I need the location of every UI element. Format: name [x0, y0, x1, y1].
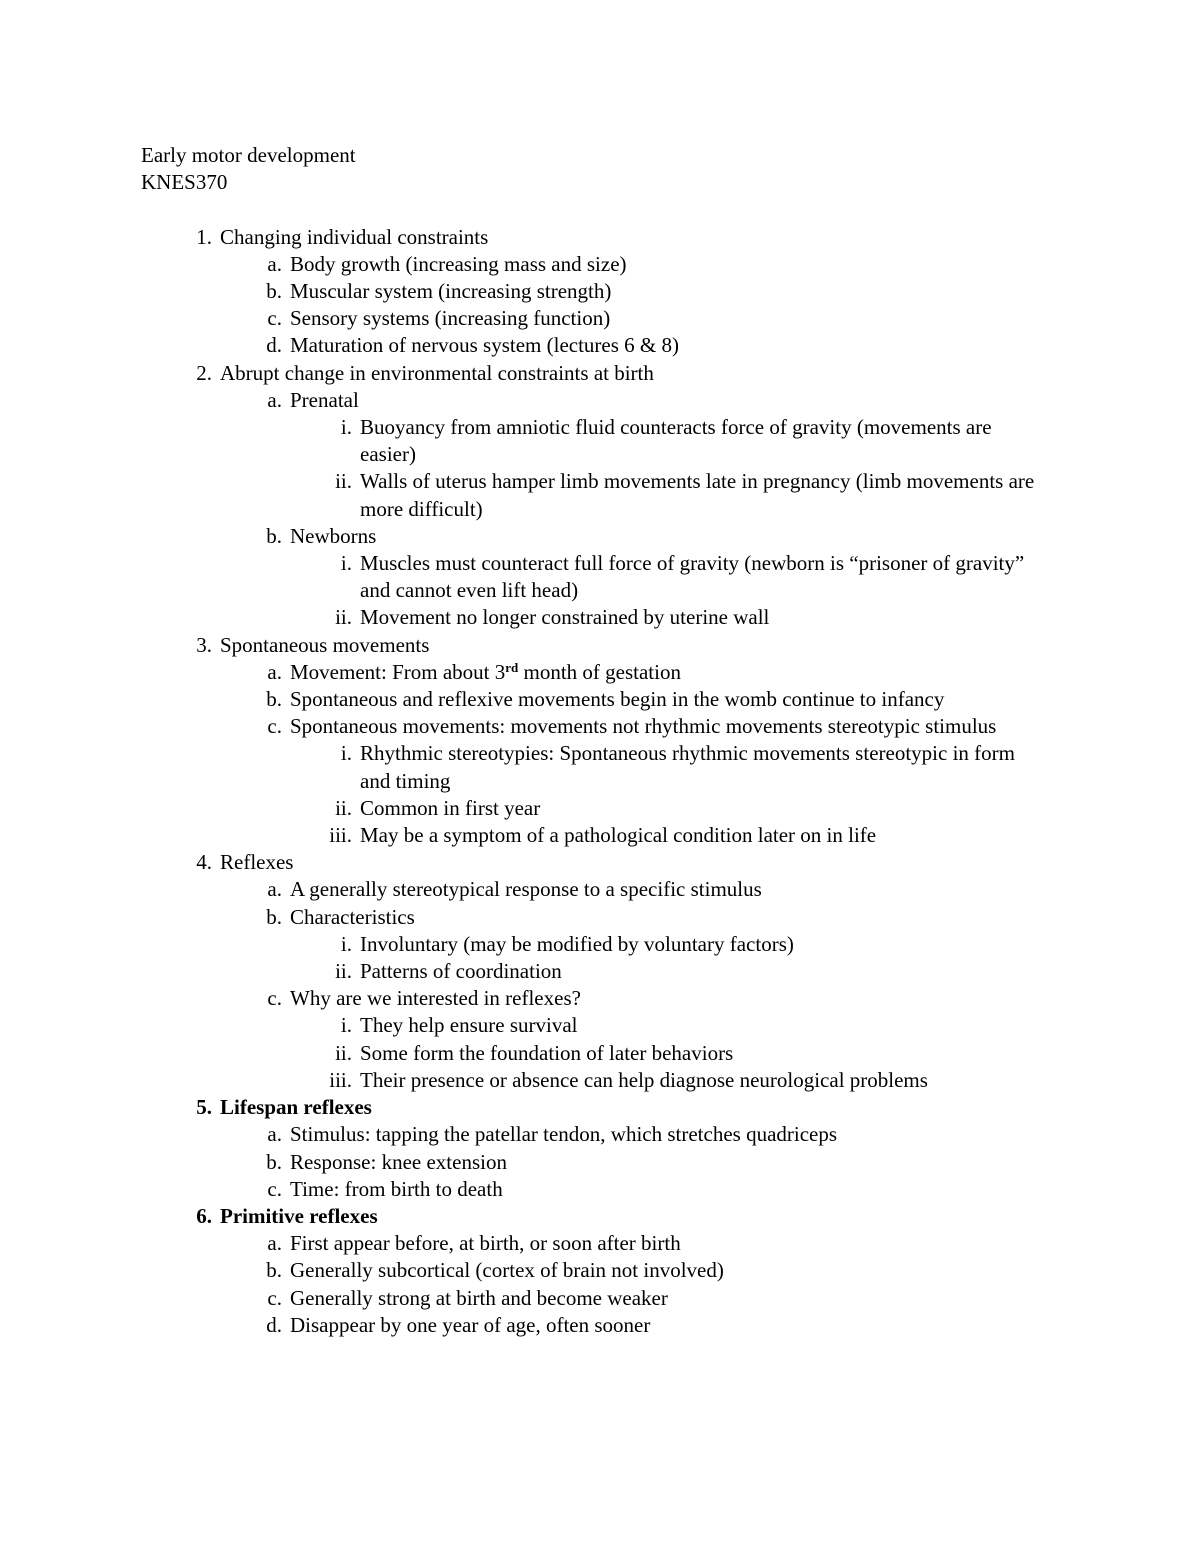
outline-item-level-2: [141, 1230, 1041, 1257]
list-item-text: Newborns: [290, 523, 377, 548]
list-marker: c.: [267, 1285, 282, 1310]
list-item-text: Changing individual constraints: [220, 224, 489, 249]
outline-item-level-2: [141, 1312, 1041, 1339]
outline-item-level-2: [141, 1149, 1041, 1176]
list-marker: i.: [340, 551, 352, 576]
outline-list: [141, 224, 1041, 1339]
outline-item-level-2: [141, 251, 1041, 278]
outline-item-level-2: [141, 713, 1041, 740]
list-item-text: Patterns of coordination: [360, 959, 562, 984]
list-item-text: Movement no longer constrained by uterine wall: [360, 605, 770, 630]
list-marker: i.: [340, 415, 352, 440]
list-item-text: Involuntary (may be modified by voluntary factors): [360, 931, 794, 956]
outline-item-level-2: [141, 1257, 1041, 1284]
list-item-text: First appear before, at birth, or soon after birth: [290, 1231, 681, 1256]
list-marker: c.: [267, 306, 282, 331]
list-item-text: Response: knee extension: [290, 1149, 507, 1174]
list-marker: a.: [267, 659, 282, 684]
list-item-text: Prenatal: [290, 387, 359, 412]
outline-item-level-3: [141, 931, 1041, 958]
list-item-text: Muscular system (increasing strength): [290, 279, 612, 303]
document-body: [141, 142, 1041, 1339]
outline-item-level-2: [141, 1121, 1041, 1148]
outline-item-level-2: [141, 985, 1041, 1012]
list-item-text: Disappear by one year of age, often sooner: [290, 1312, 651, 1337]
outline-item-level-1: [141, 224, 1041, 251]
outline-item-level-3: [141, 604, 1041, 631]
list-marker: 5.: [196, 1095, 212, 1120]
list-marker: c.: [267, 1176, 282, 1201]
list-item-text: Walls of uterus hamper limb movements late in pregnancy (limb movements are more difficult): [360, 469, 1035, 521]
list-marker: i.: [340, 1013, 352, 1038]
list-item-text: Maturation of nervous system (lectures 6 & 8): [290, 333, 679, 358]
text-segment: Movement: From about 3: [290, 659, 506, 684]
list-item-text: Reflexes: [220, 850, 294, 875]
list-marker: b.: [266, 904, 282, 929]
course-code: KNES370: [141, 170, 228, 195]
outline-item-level-3: [141, 468, 1041, 522]
list-marker: a.: [267, 251, 282, 276]
list-item-text: They help ensure survival: [360, 1013, 578, 1038]
list-marker: ii.: [335, 469, 352, 494]
list-marker: b.: [266, 1149, 282, 1174]
list-marker: c.: [267, 714, 282, 739]
list-marker: b.: [266, 687, 282, 712]
list-marker: 6.: [196, 1203, 212, 1228]
list-item-text: Buoyancy from amniotic fluid counteracts force of gravity (movements are easier): [360, 415, 992, 467]
list-marker: b.: [266, 279, 282, 303]
list-marker: a.: [267, 1122, 282, 1147]
list-marker: a.: [267, 387, 282, 412]
list-item-text: Their presence or absence can help diagnose neurological problems: [360, 1067, 928, 1092]
outline-item-level-2: [141, 523, 1041, 550]
list-item-text: Some form the foundation of later behaviors: [360, 1040, 734, 1065]
list-marker: d.: [266, 1312, 282, 1337]
outline-item-level-2: [141, 1285, 1041, 1312]
list-marker: b.: [266, 1258, 282, 1283]
list-item-text: Generally subcortical (cortex of brain not involved): [290, 1258, 724, 1283]
outline-item-level-1: [141, 1203, 1041, 1230]
text-segment: month of gestation: [518, 659, 681, 684]
list-marker: 2.: [196, 360, 212, 385]
outline-item-level-3: [141, 550, 1041, 604]
outline-item-level-1: [141, 632, 1041, 659]
list-marker: a.: [267, 877, 282, 902]
list-marker: iii.: [329, 823, 352, 848]
list-marker: iii.: [329, 1067, 352, 1092]
outline-item-level-3: [141, 1040, 1041, 1067]
outline-item-level-1: [141, 1094, 1041, 1121]
list-item-text: Muscles must counteract full force of gravity (newborn is “prisoner of gravity” and cannot even lift head): [360, 551, 1025, 603]
list-item-text: Why are we interested in reflexes?: [290, 986, 581, 1011]
outline-item-level-2: [141, 1176, 1041, 1203]
list-item-text: Spontaneous movements: movements not rhythmic movements stereotypic stimulus: [290, 714, 997, 739]
list-marker: d.: [266, 333, 282, 358]
outline-item-level-3: [141, 740, 1041, 794]
list-marker: ii.: [335, 959, 352, 984]
list-marker: 4.: [196, 850, 212, 875]
outline-item-level-2: [141, 876, 1041, 903]
list-item-text: Abrupt change in environmental constraints at birth: [220, 360, 654, 385]
list-marker: b.: [266, 523, 282, 548]
outline-item-level-2: [141, 387, 1041, 414]
ordinal-superscript: rd: [505, 659, 519, 675]
list-marker: c.: [267, 986, 282, 1011]
list-marker: ii.: [335, 795, 352, 820]
list-item-text: Stimulus: tapping the patellar tendon, which stretches quadriceps: [290, 1122, 838, 1147]
list-item-text: Rhythmic stereotypies: Spontaneous rhythmic movements stereotypic in form and timing: [360, 741, 1015, 793]
outline-item-level-2: [141, 332, 1041, 359]
list-item-text: Time: from birth to death: [290, 1176, 503, 1201]
list-marker: ii.: [335, 605, 352, 630]
list-item-text: Spontaneous movements: [220, 632, 430, 657]
list-item-text: Characteristics: [290, 904, 415, 929]
outline-item-level-3: [141, 958, 1041, 985]
outline-item-level-1: [141, 849, 1041, 876]
outline-item-level-2: [141, 278, 1041, 305]
outline-item-level-2: [141, 686, 1041, 713]
blank-line: [141, 196, 1041, 223]
outline-item-level-2: [141, 904, 1041, 931]
list-item-text: Sensory systems (increasing function): [290, 306, 611, 331]
outline-item-level-2: [141, 659, 1041, 686]
list-marker: i.: [340, 741, 352, 766]
list-marker: ii.: [335, 1040, 352, 1065]
outline-item-level-2: [141, 305, 1041, 332]
list-item-text: Spontaneous and reflexive movements begin in the womb continue to infancy: [290, 687, 945, 712]
document-title: Early motor development: [141, 143, 356, 167]
list-item-text: Common in first year: [360, 795, 541, 820]
list-item-text: Primitive reflexes: [220, 1203, 378, 1228]
list-item-text: A generally stereotypical response to a specific stimulus: [290, 877, 762, 902]
list-marker: a.: [267, 1231, 282, 1256]
outline-item-level-3: [141, 822, 1041, 849]
list-item-text: Lifespan reflexes: [220, 1095, 372, 1120]
outline-item-level-3: [141, 1067, 1041, 1094]
list-item-text: Body growth (increasing mass and size): [290, 251, 627, 276]
list-item-text: Generally strong at birth and become weaker: [290, 1285, 668, 1310]
list-marker: 1.: [196, 224, 212, 249]
outline-item-level-3: [141, 1012, 1041, 1039]
list-marker: 3.: [196, 632, 212, 657]
outline-item-level-3: [141, 414, 1041, 468]
outline-item-level-1: [141, 360, 1041, 387]
list-marker: i.: [340, 931, 352, 956]
list-item-text: [290, 659, 1041, 686]
outline-item-level-3: [141, 795, 1041, 822]
list-item-text: May be a symptom of a pathological condition later on in life: [360, 823, 877, 848]
